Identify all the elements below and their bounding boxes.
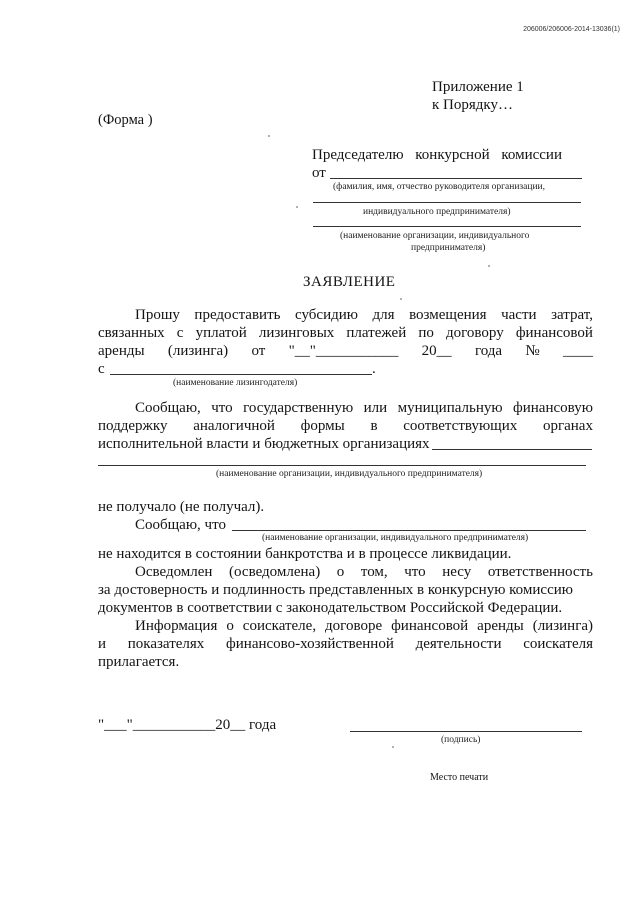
addressee-word: конкурсной (415, 147, 490, 163)
para4-line1 (135, 563, 593, 582)
word: муниципальную (397, 400, 503, 416)
para2-line1 (135, 399, 593, 418)
scan-speck (392, 746, 394, 748)
word: формы (300, 418, 345, 434)
word: государственную (243, 400, 354, 416)
hint-bankruptcy-org: (наименование организации, индивидуального предпринимателя) (262, 533, 529, 543)
signature-hint: (подпись) (441, 735, 481, 745)
word: по (418, 325, 434, 341)
from-label: от (312, 165, 326, 181)
word: предоставить (194, 307, 281, 323)
word: о (336, 564, 345, 580)
para4-line3: документов в соответствии с законодательством Российской Федерации. (98, 600, 563, 616)
word: органах (542, 418, 593, 434)
word: связанных (98, 325, 165, 341)
word: затрат, (551, 307, 593, 323)
organization-line (313, 226, 581, 227)
word: возмещения (409, 307, 487, 323)
word: деятельности (415, 636, 502, 652)
para1-line2 (98, 324, 593, 343)
word: том, (360, 564, 388, 580)
word: для (372, 307, 395, 323)
word: платежей (346, 325, 407, 341)
form-label: (Форма ) (98, 112, 153, 128)
word: (лизинга) (167, 343, 229, 359)
word: ответственность (487, 564, 593, 580)
word: соискателе, (242, 618, 317, 634)
word: или (363, 400, 388, 416)
para1-line4-prefix: с (98, 361, 105, 377)
lessor-line (110, 374, 372, 375)
word: Прошу (135, 307, 180, 323)
word: договоре (325, 618, 383, 634)
authorities-line-2 (98, 465, 586, 466)
para5-line2 (98, 635, 593, 654)
document-title: ЗАЯВЛЕНИЕ (303, 274, 396, 290)
para5-line3: прилагается. (98, 654, 180, 670)
word: что (211, 400, 233, 416)
word: финансово-хозяйственной (226, 636, 394, 652)
para2-line2 (98, 417, 593, 436)
word: от (251, 343, 266, 359)
hint-organization-2: предпринимателя) (411, 243, 486, 253)
word: финансовой (391, 618, 469, 634)
word: что (404, 564, 426, 580)
signature-date: "___"___________20__ года (98, 717, 277, 733)
word: договору (446, 325, 504, 341)
document-id: 206006/206006-2014-13036(1) (523, 26, 620, 33)
word: несу (442, 564, 472, 580)
contract-year: 20__ (421, 343, 452, 359)
scan-speck (296, 206, 298, 208)
not-received: не получало (не получал). (98, 499, 265, 515)
word: и (98, 636, 107, 652)
hint-organization: (наименование организации, индивидуального (340, 231, 530, 241)
word: соответствующих (403, 418, 518, 434)
para3-line2: не находится в состоянии банкротства и в процессе ликвидации. (98, 546, 512, 562)
scan-speck (268, 135, 270, 137)
word: аренды (477, 618, 524, 634)
word: аренды (98, 343, 145, 359)
para1-line3 (98, 342, 593, 361)
word: Осведомлен (135, 564, 213, 580)
signature-line (350, 731, 582, 732)
word: Информация (135, 618, 218, 634)
word: в (370, 418, 378, 434)
word: показателях (127, 636, 205, 652)
para5-line1 (135, 617, 593, 636)
word: финансовой (515, 325, 593, 341)
word: субсидию (295, 307, 358, 323)
number-sign: № (525, 343, 540, 359)
word: года (474, 343, 503, 359)
word: (осведомлена) (229, 564, 321, 580)
para3-prefix: Сообщаю, что (135, 517, 226, 533)
hint-organization-name: (наименование организации, индивидуального предпринимателя) (216, 469, 483, 479)
stamp-place: Место печати (430, 772, 489, 783)
hint-head-name: (фамилия, имя, отчество руководителя организации, (333, 182, 546, 192)
word: финансовую (513, 400, 593, 416)
addressee-word: комиссии (501, 147, 562, 163)
applicant-head-line (330, 178, 582, 179)
scan-speck (400, 298, 402, 300)
para1-line4-suffix: . (372, 361, 376, 377)
word: соискателя (523, 636, 593, 652)
word: о (226, 618, 234, 634)
para4-line2: за достоверность и подлинность представленных в конкурсную комиссию (98, 582, 573, 598)
word: поддержку (98, 418, 168, 434)
appendix-line-1: Приложение 1 (432, 79, 524, 95)
hint-entrepreneur: индивидуального предпринимателя) (363, 207, 511, 217)
contract-number: ____ (563, 343, 593, 359)
bankruptcy-org-line (232, 530, 586, 531)
word: части (501, 307, 537, 323)
word: Сообщаю, (135, 400, 201, 416)
applicant-head-line-2 (313, 202, 581, 203)
word: уплатой (195, 325, 247, 341)
appendix-line-2: к Порядку… (432, 97, 513, 113)
word: лизинговых (258, 325, 335, 341)
word: (лизинга) (532, 618, 593, 634)
word: с (176, 325, 184, 341)
addressee-to (312, 146, 562, 165)
scan-speck (488, 265, 490, 267)
addressee-word: Председателю (312, 147, 404, 163)
authorities-line (432, 449, 592, 450)
word: аналогичной (193, 418, 275, 434)
hint-lessor: (наименование лизингодателя) (173, 378, 298, 388)
para1-line1 (135, 306, 593, 325)
para2-line3: исполнительной власти и бюджетных организациях (98, 436, 430, 452)
contract-date: "__"___________ (288, 343, 399, 359)
